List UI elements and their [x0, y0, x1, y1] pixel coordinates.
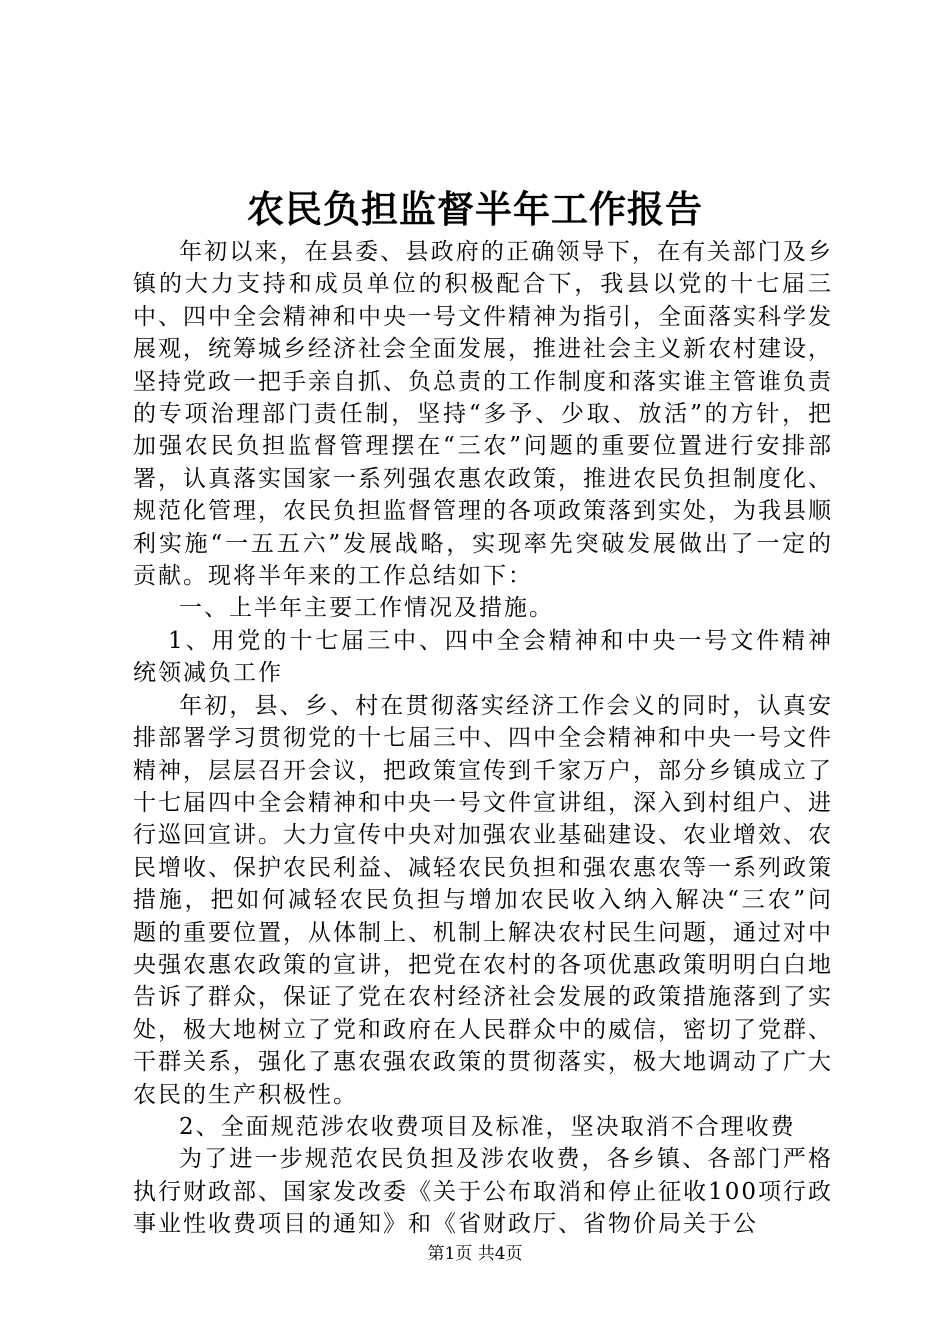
section-heading-1: 一、上半年主要工作情况及措施。: [179, 595, 554, 622]
document-body: [133, 236, 833, 1241]
subsection-heading-2: 2、全面规范涉农收费项目及标准，坚决取消不合理收费: [179, 1113, 796, 1140]
subsection-heading-1: 1、用党的十七届三中、四中全会精神和中央一号文件精神统领减负工作: [133, 627, 833, 687]
subsection-paragraph-1: 年初，县、乡、村在贯彻落实经济工作会义的同时，认真安排部署学习贯彻党的十七届三中、四中全会精神和中央一号文件精神，层层召开会议，把政策宣传到千家万户，部分乡镇成立了十七届四中全会精神和中央一号文件宣讲组，深入到村组户、进行巡回宣讲。大力宣传中央对加强农业基础建设、农业增效、农民增收、保护农民利益、减轻农民负担和强农惠农等一系列政策措施，把如何减轻农民负担与增加农民收入纳入解决“三农”问题的重要位置，从体制上、机制上解决农村民生问题，通过对中央强农惠农政策的宣讲，把党在农村的各项优惠政策明明白白地告诉了群众，保证了党在农村经济社会发展的政策措施落到了实处，极大地树立了党和政府在人民群众中的威信，密切了党群、干群关系，强化了惠农强农政策的贯彻落实，极大地调动了广大农民的生产积极性。: [133, 692, 833, 1108]
intro-paragraph: 年初以来，在县委、县政府的正确领导下，在有关部门及乡镇的大力支持和成员单位的积极配合下，我县以党的十七届三中、四中全会精神和中央一号文件精神为指引，全面落实科学发展观，统筹城乡经济社会全面发展，推进社会主义新农村建设，坚持党政一把手亲自抓、负总责的工作制度和落实谁主管谁负责的专项治理部门责任制，坚持“多予、少取、放活”的方针，把加强农民负担监督管理摆在“三农”问题的重要位置进行安排部署，认真落实国家一系列强农惠农政策，推进农民负担制度化、规范化管理，农民负担监督管理的各项政策落到实处，为我县顺利实施“一五五六”发展战略，实现率先突破发展做出了一定的贡献。现将半年来的工作总结如下：: [133, 239, 833, 590]
document-title: 农民负担监督半年工作报告: [247, 187, 703, 231]
subsection-paragraph-2: 为了进一步规范农民负担及涉农收费，各乡镇、各部门严格执行财政部、国家发改委《关于公布取消和停止征收100项行政事业性收费项目的通知》和《省财政厅、省物价局关于公: [133, 1146, 833, 1238]
page-footer: 第1页 共4页: [427, 1244, 523, 1264]
